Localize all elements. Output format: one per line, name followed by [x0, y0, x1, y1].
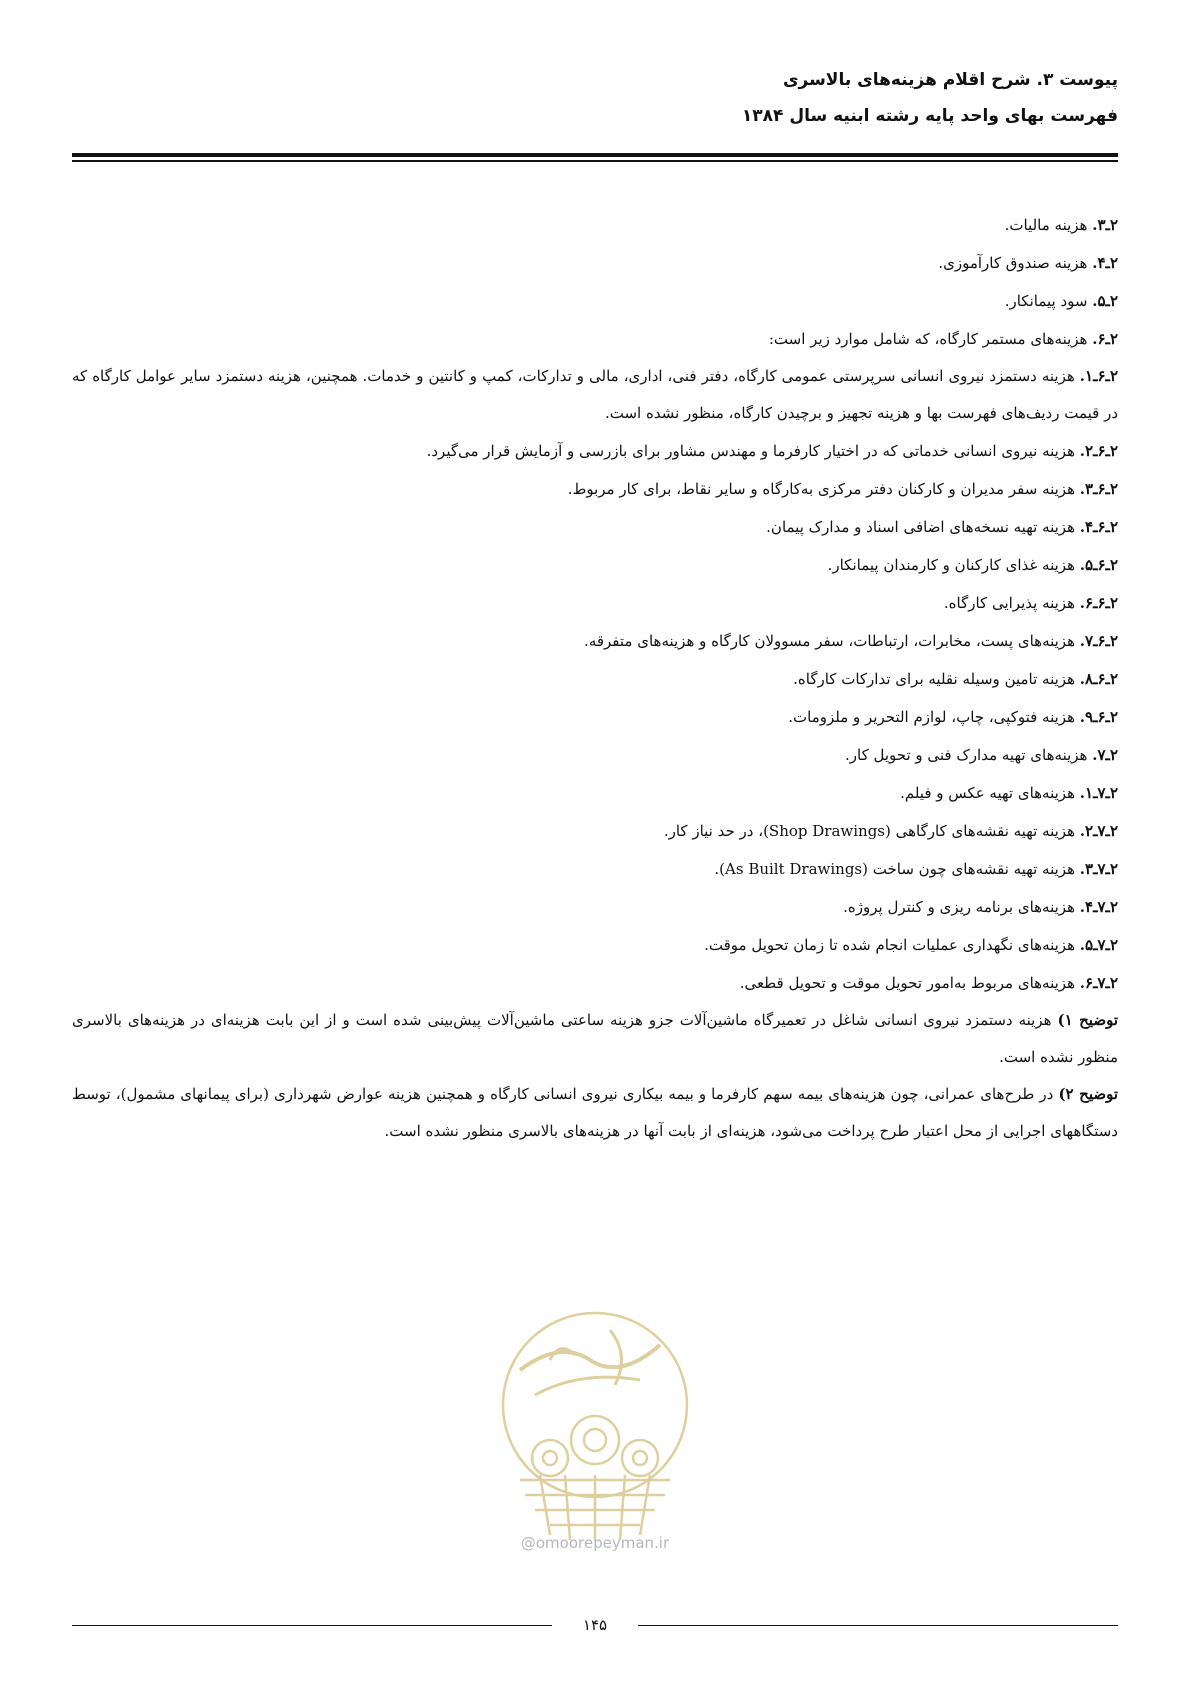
list-item: ۲ـ۴. هزینه صندوق کارآموزی. [938, 254, 1118, 272]
note-2: توضیح ۲) در طرح‌های عمرانی، چون هزینه‌های بیمه سهم کارفرما و بیمه بیکاری نیروی انسانی کارگاه و همچنین هزینه عوارض شهرداری (برای پیمانهای مشمول)، توسط دستگاههای اجرایی از محل اعتبار طرح پرداخت می‌شود، هزینه‌ای از بابت آنها در هزینه‌های بالاسری منظور نشده است. [72, 1085, 1119, 1140]
list-item: ۲ـ۶ـ۹. هزینه فتوکپی، چاپ، لوازم التحریر و ملزومات. [788, 708, 1118, 726]
list-item: ۲ـ۶. هزینه‌های مستمر کارگاه، که شامل موارد زیر است: [768, 330, 1118, 348]
document-body [72, 206, 1118, 1150]
list-item: ۲ـ۷ـ۵. هزینه‌های نگهداری عملیات انجام شده تا زمان تحویل موقت. [704, 936, 1118, 954]
watermark-seal [490, 1300, 700, 1560]
page-footer [72, 1614, 1118, 1636]
list-item: ۲ـ۶ـ۳. هزینه سفر مدیران و کارکنان دفتر مرکزی به‌کارگاه و سایر نقاط، برای کار مربوط. [567, 480, 1118, 498]
seal-logo-icon [490, 1300, 700, 1560]
paragraph-item: ۲ـ۶ـ۱. هزینه دستمزد نیروی انسانی سرپرستی عمومی کارگاه، دفتر فنی، اداری، مالی و تدارکات، کمپ و کانتین و خدمات. همچنین، هزینه دستمزد سایر عوامل کارگاه که در قیمت ردیف‌های فهرست بها و هزینه تجهیز و برچیدن کارگاه، منظور نشده است. [72, 367, 1119, 422]
page-header [68, 62, 1118, 134]
list-item: ۲ـ۷ـ۳. هزینه تهیه نقشه‌های چون ساخت (As Built Drawings). [714, 860, 1118, 878]
page-number: ۱۴۵ [582, 1616, 608, 1634]
list-item: ۲ـ۳. هزینه مالیات. [1004, 216, 1118, 234]
list-item: ۲ـ۷. هزینه‌های تهیه مدارک فنی و تحویل کار. [844, 746, 1118, 764]
header-rule-thin [72, 160, 1118, 162]
page-subtitle: فهرست بهای واحد پایه رشته ابنیه سال ۱۳۸۴ [741, 106, 1118, 126]
list-item: ۲ـ۵. سود پیمانکار. [1004, 292, 1118, 310]
list-item: ۲ـ۷ـ۱. هزینه‌های تهیه عکس و فیلم. [900, 784, 1118, 802]
note-1: توضیح ۱) هزینه دستمزد نیروی انسانی شاغل در تعمیرگاه ماشین‌آلات جزو هزینه ساعتی ماشین‌آلات پیش‌بینی شده است و از این بابت هزینه‌ای در هزینه‌های بالاسری منظور نشده است. [72, 1011, 1118, 1066]
footer-rule-right [638, 1625, 1118, 1626]
list-item: ۲ـ۶ـ۴. هزینه تهیه نسخه‌های اضافی اسناد و مدارک پیمان. [766, 518, 1118, 536]
list-item: ۲ـ۶ـ۲. هزینه نیروی انسانی خدماتی که در اختیار کارفرما و مهندس مشاور برای بازرسی و آزمایش قرار می‌گیرد. [426, 442, 1118, 460]
header-rule-thick [72, 153, 1118, 157]
list-item: ۲ـ۷ـ۴. هزینه‌های برنامه ریزی و کنترل پروژه. [843, 898, 1118, 916]
list-item: ۲ـ۶ـ۵. هزینه غذای کارکنان و کارمندان پیمانکار. [827, 556, 1118, 574]
list-item: ۲ـ۶ـ۸. هزینه تامین وسیله نقلیه برای تدارکات کارگاه. [793, 670, 1118, 688]
list-item: ۲ـ۷ـ۲. هزینه تهیه نقشه‌های کارگاهی (Shop Drawings)، در حد نیاز کار. [663, 822, 1118, 840]
footer-rule-left [72, 1625, 552, 1626]
watermark-url: @omoorepeyman.ir [520, 1534, 670, 1552]
list-item: ۲ـ۶ـ۷. هزینه‌های پست، مخابرات، ارتباطات، سفر مسوولان کارگاه و هزینه‌های متفرقه. [584, 632, 1118, 650]
list-item: ۲ـ۷ـ۶. هزینه‌های مربوط به‌امور تحویل موقت و تحویل قطعی. [739, 974, 1118, 992]
page-title: پیوست ۳. شرح اقلام هزینه‌های بالاسری [782, 70, 1118, 90]
list-item: ۲ـ۶ـ۶. هزینه پذیرایی کارگاه. [943, 594, 1118, 612]
